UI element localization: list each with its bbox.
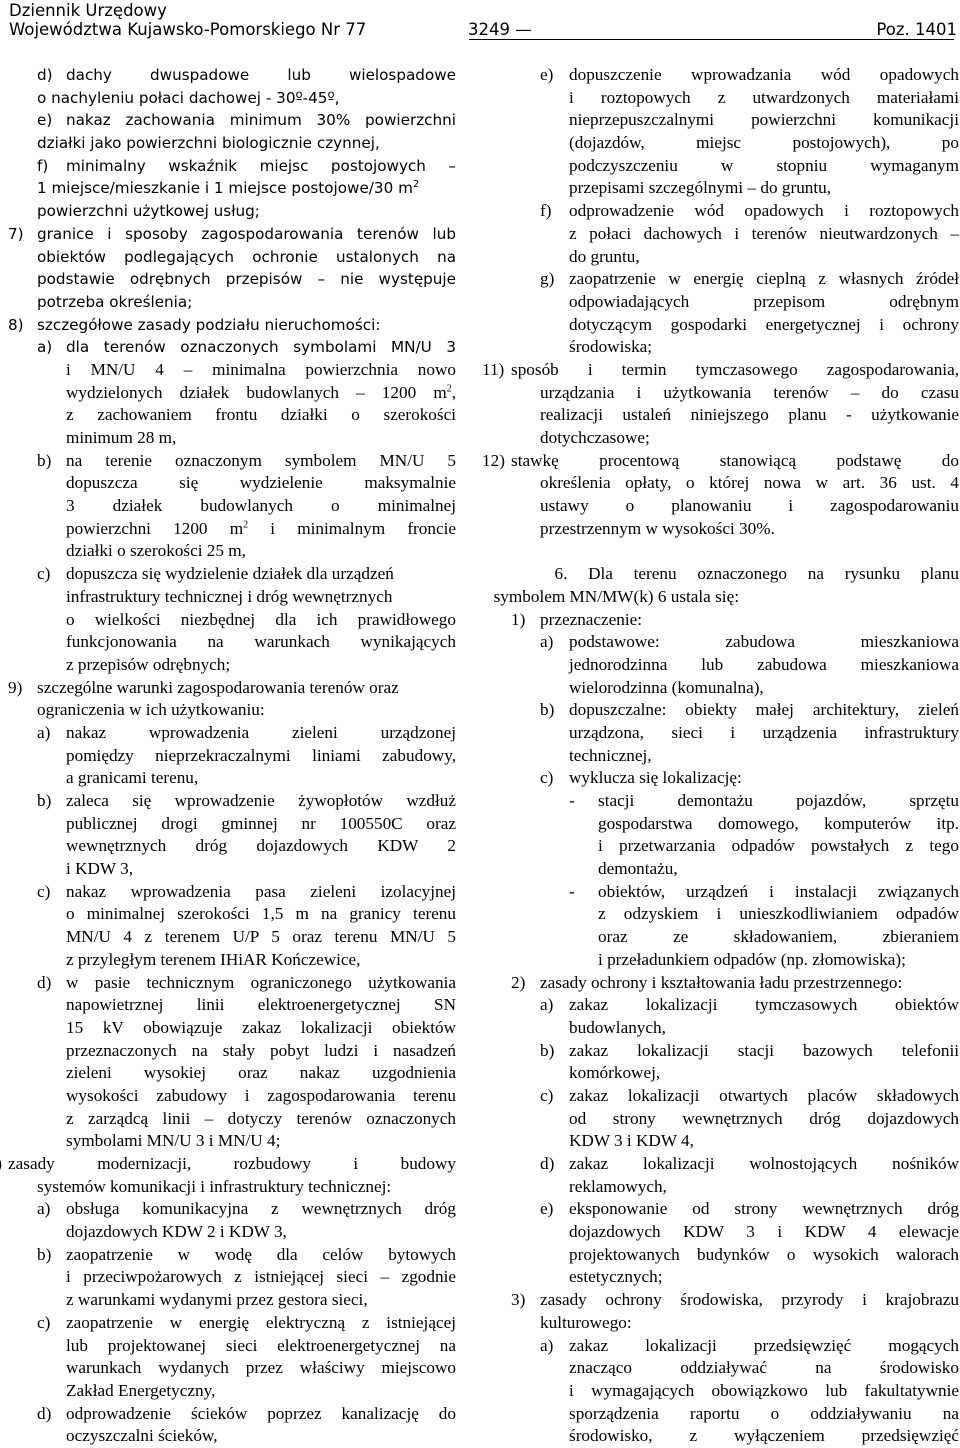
list-marker: d) [37, 66, 53, 84]
text-line [37, 563, 456, 586]
text-line [37, 1176, 456, 1199]
text-line [569, 1357, 959, 1380]
text-line [37, 881, 456, 904]
text-line [540, 699, 959, 722]
list-marker: b) [37, 1244, 52, 1264]
line-text: z przyległym terenem IHiAR Kończewice, [66, 949, 361, 969]
line-text: demontażu, [598, 859, 678, 879]
line-text: dotyczącym gospodarki energetycznej i ochrony [569, 314, 959, 334]
text-line [66, 835, 456, 858]
text-line [540, 495, 959, 518]
text-line [540, 64, 959, 87]
line-text: zasady ochrony i kształtowania ładu przestrzennego: [540, 972, 903, 992]
list-marker: c) [37, 1312, 51, 1332]
line-text: gospodarstwa domowego, komputerów itp. [598, 813, 959, 833]
list-marker: b) [37, 450, 52, 470]
line-text: kulturowego: [540, 1312, 632, 1332]
text-line [540, 518, 959, 541]
line-text: i roztopowych z utwardzonych materiałami [569, 87, 959, 107]
text-line [66, 631, 456, 654]
text-line [569, 87, 959, 110]
text-line [37, 1403, 456, 1426]
list-marker: b) [37, 791, 52, 810]
line-text: wydzielonych działek budowlanych – 1200 $m^2$, [66, 382, 456, 402]
line-text: i wymagających obowiązkowo lub fakultatywnie [569, 1380, 959, 1400]
text-line [540, 1040, 959, 1063]
page-header [9, 0, 957, 42]
paragraph-gap [540, 540, 959, 563]
list-marker: 2) [511, 972, 526, 992]
line-text: odprowadzenie ścieków poprzez kanalizację do [66, 1403, 456, 1423]
journal-title: Dziennik Urzędowy [9, 1, 167, 20]
text-line [37, 291, 456, 314]
text-line [598, 949, 959, 972]
text-line [569, 314, 959, 337]
list-marker: d) [540, 1154, 555, 1173]
line-text: z zarządcą linii – dotyczy terenów oznaczonych [66, 1108, 456, 1128]
text-line [540, 1085, 959, 1108]
text-line [66, 518, 456, 541]
text-line [569, 745, 959, 768]
line-text: działki o szerokości 25 m, [66, 541, 246, 561]
line-text: odpowiadających przepisom odrębnym [569, 291, 959, 311]
text-line [569, 1403, 959, 1426]
line-text: dla terenów oznaczonych symbolami MN/U 3 [66, 338, 456, 357]
text-line [569, 1108, 959, 1131]
text-line [37, 87, 456, 110]
text-line [540, 268, 959, 291]
text-line [8, 314, 456, 337]
text-line [37, 177, 456, 200]
line-text: projektowanych budynków o wysokich walorach [569, 1244, 959, 1264]
text-line [66, 1380, 456, 1403]
line-text: dotychczasowe; [540, 428, 650, 447]
line-text: jednorodzinna lub zabudowa mieszkaniowa [569, 654, 959, 674]
text-line [66, 813, 456, 836]
list-marker: a) [37, 338, 53, 357]
line-text: reklamowych, [569, 1176, 667, 1196]
line-text: od strony wewnętrznych dróg dojazdowych [569, 1108, 959, 1128]
line-text: działki jako powierzchni biologicznie czynnej, [37, 134, 380, 153]
line-text: wielorodzinna (komunalna), [569, 677, 764, 697]
line-text: i przeciwpożarowych z istniejącej sieci – zgodnie [66, 1267, 456, 1287]
line-text: infrastruktury technicznej i dróg wewnętrznych [66, 586, 393, 606]
list-marker: b) [540, 1040, 555, 1060]
text-line [66, 1085, 456, 1108]
list-marker: 8) [8, 315, 24, 334]
text-line [37, 1244, 456, 1267]
text-line [66, 1266, 456, 1289]
line-text: odprowadzenie wód opadowych i roztopowych [569, 201, 959, 221]
line-text: budowlanych, [569, 1017, 666, 1037]
line-text: nakaz wprowadzenia zieleni urządzonej [66, 722, 456, 742]
line-text: lub projektowanej sieci elektroenergetycznej na [66, 1335, 456, 1355]
list-marker: - [569, 791, 575, 810]
text-line [37, 268, 456, 291]
text-line [37, 246, 456, 269]
line-text: zasady modernizacji, rozbudowy i budowy [8, 1154, 456, 1173]
text-line [8, 223, 456, 246]
text-line [598, 835, 959, 858]
line-text: (dojazdów, miejsc postojowych), po [569, 133, 959, 153]
text-line [37, 790, 456, 813]
text-line [540, 1335, 959, 1358]
line-text: obsługa komunikacyjna z wewnętrznych dróg [66, 1199, 456, 1219]
line-text: dopuszczalne: obiekty małej architektury, zieleń [569, 700, 959, 720]
text-line [555, 563, 960, 586]
text-line [569, 1266, 959, 1289]
text-line [66, 858, 456, 881]
text-line [569, 291, 959, 314]
list-marker: a) [540, 632, 554, 652]
line-text: minimalny wskaźnik miejsc postojowych – [66, 156, 456, 175]
header-rule [469, 39, 954, 40]
line-text: potrzeba określenia; [37, 292, 193, 311]
text-line [66, 495, 456, 518]
text-line [37, 722, 456, 745]
text-line [598, 903, 959, 926]
text-line [66, 654, 456, 677]
list-marker: a) [540, 995, 554, 1015]
line-text: z odzyskiem i unieszkodliwianiem odpadów [598, 904, 959, 924]
line-text: zaopatrzenie w wodę dla celów bytowych [66, 1244, 456, 1264]
line-text: z zachowaniem frontu działki o szerokości [66, 405, 456, 425]
line-text: podstawowe: zabudowa mieszkaniowa [569, 632, 959, 652]
list-marker: 12) [482, 450, 505, 470]
list-marker: a) [37, 722, 51, 742]
text-line [66, 767, 456, 790]
line-text: urządzania i użytkowania terenów – do czasu [540, 382, 959, 402]
line-text: dopuszczenie wprowadzania wód opadowych [569, 65, 959, 84]
line-text: eksponowanie od strony wewnętrznych dróg [569, 1199, 959, 1219]
line-text: na terenie oznaczonym symbolem MN/U 5 [66, 450, 456, 470]
line-text: i MN/U 4 – minimalna powierzchnia nowo [66, 359, 456, 379]
line-text: z połaci dachowych i terenów nieutwardzonych – [569, 223, 959, 243]
line-text: estetycznych; [569, 1267, 663, 1287]
line-text: minimum 28 m, [66, 428, 177, 447]
line-text: Zakład Energetyczny, [66, 1380, 216, 1400]
line-text: wysokości zabudowy i zagospodarowania terenu [66, 1085, 456, 1105]
line-text: publicznej drogi gminnej nr 100550C oraz [66, 813, 456, 833]
line-text: symbolami MN/U 3 i MN/U 4; [66, 1131, 281, 1151]
text-line [37, 132, 456, 155]
line-text: o minimalnej szerokości 1,5 m na granicy terenu [66, 904, 456, 924]
line-text: dopuszcza się wydzielenie działek dla urządzeń [66, 564, 394, 584]
line-text: zieleni wysokiej oraz nakaz uzgodnienia [66, 1063, 456, 1083]
text-line [66, 586, 456, 609]
line-text: systemów komunikacji i infrastruktury technicznej: [37, 1176, 392, 1196]
list-marker: g) [540, 269, 555, 289]
list-marker: 9) [8, 677, 23, 697]
text-line [569, 654, 959, 677]
line-text: o wielkości niezbędnej dla ich prawidłowego [66, 609, 456, 629]
list-marker: 7) [8, 224, 24, 243]
text-line [66, 382, 456, 405]
line-text: stacji demontażu pojazdów, sprzętu [598, 791, 959, 810]
list-marker: d) [37, 972, 52, 992]
list-marker: 11) [482, 359, 505, 379]
line-text: o nachyleniu połaci dachowej - 30º-45º, [37, 88, 340, 107]
text-line [8, 677, 456, 700]
line-text: a granicami terenu, [66, 768, 199, 788]
text-line [37, 200, 456, 223]
line-text: MN/U 4 z terenem U/P 5 oraz terenu MN/U 5 [66, 927, 456, 947]
text-line [569, 1017, 959, 1040]
text-line [569, 1176, 959, 1199]
text-line [511, 972, 959, 995]
line-text: zaleca się wprowadzenie żywopłotów wzdłuż [66, 791, 456, 810]
list-marker [0, 1153, 2, 1176]
line-text: środowiska; [569, 337, 653, 357]
line-text: 6. Dla terenu oznaczonego na rysunku planu [554, 564, 959, 584]
text-line [482, 450, 959, 473]
text-line [66, 926, 456, 949]
line-text: znacząco oddziaływać na środowisko [569, 1358, 959, 1378]
line-text: technicznej, [569, 745, 652, 765]
line-text: nakaz zachowania minimum 30% powierzchni [66, 111, 456, 130]
line-text: warunkach wydanych przez właściwy miejscowo [66, 1358, 456, 1378]
list-marker: c) [540, 1085, 554, 1105]
list-marker: c) [37, 881, 51, 901]
line-text: dopuszcza się wydzielenie maksymalnie [66, 473, 456, 493]
list-marker: e) [37, 111, 53, 130]
text-line [569, 1062, 959, 1085]
list-marker: e) [540, 1199, 554, 1219]
text-line [540, 472, 959, 495]
text-line [540, 382, 959, 405]
text-line [37, 64, 456, 87]
province-issue: Województwa Kujawsko-Pomorskiego Nr 77 [9, 20, 367, 39]
text-line [37, 155, 456, 178]
text-line [569, 155, 959, 178]
line-text: dojazdowych KDW 3 i KDW 4 elewacje [569, 1222, 959, 1242]
text-line [540, 404, 959, 427]
text-line [569, 109, 959, 132]
text-line [66, 404, 456, 427]
line-text: napowietrznej linii elektroenergetycznej SN [66, 995, 456, 1015]
text-line [66, 540, 456, 563]
text-line [540, 1312, 959, 1335]
text-line [37, 109, 456, 132]
list-marker: c) [37, 564, 51, 584]
text-line [569, 1221, 959, 1244]
line-text: komórkowej, [569, 1063, 661, 1083]
line-text: zaopatrzenie w energię elektryczną z istniejącej [66, 1312, 456, 1332]
text-line [66, 994, 456, 1017]
line-text: powierzchni użytkowej usług; [37, 202, 260, 221]
text-line [37, 699, 456, 722]
text-line [66, 609, 456, 632]
text-line [37, 972, 456, 995]
line-text: oczyszczalni ścieków, [66, 1426, 218, 1446]
line-text: nieprzepuszczalnymi powierzchni komunikacji [569, 110, 959, 130]
text-line [569, 790, 959, 813]
text-line [598, 926, 959, 949]
text-line [569, 223, 959, 246]
line-text: zasady ochrony środowiska, przyrody i krajobrazu [540, 1290, 959, 1310]
line-text: pomiędzy nieprzekraczalnymi liniami zabudowy, [66, 745, 456, 765]
text-line [66, 1289, 456, 1312]
line-text: przeznaczonych na stały pobyt ludzi i nasadzeń [66, 1040, 456, 1060]
text-line [569, 1380, 959, 1403]
text-line [482, 359, 959, 382]
left-column [8, 64, 456, 1448]
text-line [569, 1425, 959, 1448]
text-line [66, 472, 456, 495]
text-line [540, 994, 959, 1017]
text-line [540, 200, 959, 223]
text-line [569, 1130, 959, 1153]
text-line [494, 586, 959, 609]
line-text: 15 kV obowiązuje zakaz lokalizacji obiektów [66, 1017, 456, 1037]
line-text: przeznaczenie: [540, 609, 643, 629]
line-text: KDW 3 i KDW 4, [569, 1131, 694, 1151]
text-line [569, 881, 959, 904]
page-number: 3249 — [468, 20, 532, 39]
text-line [66, 1130, 456, 1153]
text-line [66, 359, 456, 382]
line-text: i KDW 3, [66, 859, 133, 879]
line-text: środowisko, z wyłączeniem przedsięwzięć [569, 1426, 959, 1446]
line-text: przestrzennym w wysokości 30%. [540, 518, 775, 538]
line-text: podczyszczeniu w stopniu wymaganym [569, 155, 959, 175]
text-line [569, 246, 959, 269]
text-line [66, 1221, 456, 1244]
line-text: szczególne warunki zagospodarowania terenów oraz [37, 677, 399, 697]
text-line [66, 427, 456, 450]
text-line [66, 1062, 456, 1085]
line-text: przepisami szczególnymi – do gruntu, [569, 178, 832, 198]
line-text: zakaz lokalizacji przedsięwzięć mogących [569, 1335, 959, 1355]
text-line [66, 1017, 456, 1040]
list-marker: f) [37, 156, 49, 175]
text-line [8, 1153, 456, 1176]
list-marker: d) [37, 1403, 52, 1423]
line-text: i przetwarzania odpadów powstałych z tego [598, 836, 959, 856]
text-line [540, 1153, 959, 1176]
list-marker: 1) [511, 609, 526, 629]
text-line [66, 1040, 456, 1063]
text-line [569, 177, 959, 200]
list-marker: b) [540, 700, 555, 720]
line-text: urządzona, sieci i urządzenia infrastruktury [569, 722, 959, 742]
line-text: 1 miejsce/mieszkanie i 1 miejsce postojowe/30 $m^2$ [37, 179, 420, 198]
list-marker: - [569, 881, 575, 901]
text-line [37, 1198, 456, 1221]
text-line [37, 1312, 456, 1335]
line-text: 3 działek budowlanych o minimalnej [66, 496, 456, 516]
list-marker: a) [540, 1335, 554, 1355]
list-marker: f) [540, 201, 552, 221]
line-text: dojazdowych KDW 2 i KDW 3, [66, 1222, 287, 1242]
text-line [598, 813, 959, 836]
text-line [569, 132, 959, 155]
right-column [482, 64, 959, 1448]
line-text: zakaz lokalizacji stacji bazowych telefonii [569, 1040, 959, 1060]
line-text: zakaz lokalizacji otwartych placów składowych [569, 1085, 959, 1105]
text-line [66, 949, 456, 972]
line-text: wewnętrznych dróg dojazdowych KDW 2 [66, 836, 456, 856]
text-line [66, 903, 456, 926]
line-text: z przepisów odrębnych; [66, 654, 231, 674]
text-line [511, 609, 959, 632]
line-text: zakaz lokalizacji wolnostojących nośników [569, 1154, 959, 1173]
line-text: do gruntu, [569, 246, 640, 266]
line-text: zaopatrzenie w energię cieplną z własnych źródeł [569, 269, 959, 289]
text-line [66, 1425, 456, 1448]
line-text: sposób i termin tymczasowego zagospodarowania, [511, 359, 959, 379]
line-text: sporządzenia raportu o oddziaływaniu na [569, 1403, 959, 1423]
list-marker: e) [540, 65, 554, 84]
text-line [66, 745, 456, 768]
line-text: ustawy o planowaniu i zagospodarowaniu [540, 496, 959, 516]
text-line [598, 858, 959, 881]
list-marker: a) [37, 1199, 51, 1219]
line-text: nakaz wprowadzenia pasa zieleni izolacyjnej [66, 881, 456, 901]
line-text: określenia opłaty, o której nowa w art. 36 ust. 4 [540, 473, 959, 493]
text-line [540, 631, 959, 654]
line-text: podstawie odrębnych przepisów – nie występuje [37, 270, 456, 289]
line-text: w pasie technicznym ograniczonego użytkowania [66, 972, 456, 992]
line-text: powierzchni 1200 $m^2$ i minimalnym froncie [66, 518, 456, 538]
line-text: zakaz lokalizacji tymczasowych obiektów [569, 995, 959, 1015]
text-line [569, 336, 959, 359]
text-line [37, 336, 456, 359]
list-marker: c) [540, 768, 554, 788]
line-text: i przeładunkiem odpadów (np. złomowiska); [598, 949, 906, 969]
text-line [37, 450, 456, 473]
line-text: wyklucza się lokalizację: [569, 768, 742, 788]
line-text: symbolem MN/MW(k) 6 ustala się: [493, 586, 739, 606]
line-text: szczegółowe zasady podziału nieruchomości: [37, 315, 381, 334]
text-line [569, 1244, 959, 1267]
line-text: stawkę procentową stanowiącą podstawę do [511, 450, 959, 470]
position-number: Poz. 1401 [876, 20, 957, 39]
line-text: oraz ze składowaniem, zbieraniem [598, 927, 959, 947]
line-text: granice i sposoby zagospodarowania terenów lub [37, 224, 456, 243]
line-text: realizacji ustaleń niniejszego planu - użytkowanie [540, 405, 959, 425]
text-line [511, 1289, 959, 1312]
text-line [66, 1108, 456, 1131]
text-line [66, 1357, 456, 1380]
line-text: funkcjonowania na warunkach wynikających [66, 632, 456, 652]
text-line [66, 1335, 456, 1358]
text-line [540, 427, 959, 450]
line-text: ograniczenia w ich użytkowaniu: [37, 700, 265, 720]
line-text: obiektów podlegających ochronie ustalonych na [37, 247, 456, 266]
line-text: obiektów, urządzeń i instalacji związanych [598, 881, 959, 901]
text-line [569, 677, 959, 700]
text-line [540, 767, 959, 790]
list-marker: 3) [511, 1290, 526, 1310]
text-line [540, 1198, 959, 1221]
text-line [569, 722, 959, 745]
line-text: dachy dwuspadowe lub wielospadowe [66, 66, 456, 84]
line-text: z warunkami wydanymi przez gestora sieci, [66, 1290, 368, 1310]
